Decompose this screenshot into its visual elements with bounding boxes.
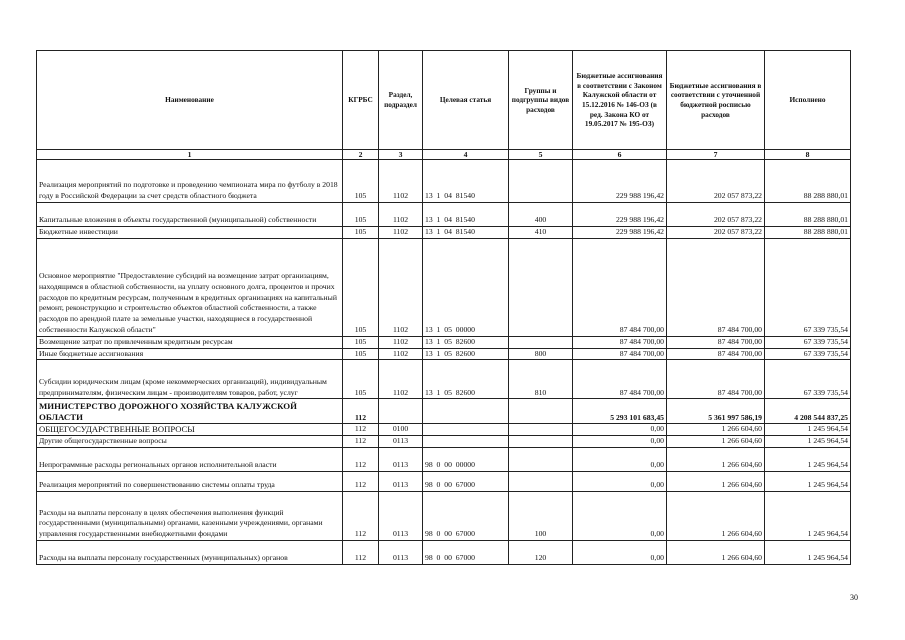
row-refined-allocation: 87 484 700,00 [667, 348, 765, 360]
row-executed: 67 339 735,54 [765, 360, 851, 399]
row-refined-allocation: 202 057 873,22 [667, 160, 765, 203]
row-executed: 88 288 880,01 [765, 227, 851, 239]
table-row [37, 447, 851, 471]
row-law-allocation: 229 988 196,42 [573, 227, 667, 239]
table-row [37, 540, 851, 564]
row-section: 1102 [379, 203, 423, 227]
row-executed: 88 288 880,01 [765, 160, 851, 203]
row-expense-group: 400 [509, 203, 573, 227]
row-refined-allocation: 1 266 604,60 [667, 424, 765, 436]
table-row [37, 471, 851, 491]
row-kgrbs: 105 [343, 336, 379, 348]
row-law-allocation: 0,00 [573, 424, 667, 436]
row-section: 1102 [379, 238, 423, 336]
row-section: 0113 [379, 447, 423, 471]
row-law-allocation: 87 484 700,00 [573, 360, 667, 399]
row-expense-group [509, 160, 573, 203]
row-name: Иные бюджетные ассигнования [37, 348, 343, 360]
header-kgrbs: КГРБС [343, 51, 379, 150]
row-expense-group [509, 424, 573, 436]
row-refined-allocation: 87 484 700,00 [667, 360, 765, 399]
row-section: 0113 [379, 491, 423, 540]
table-row [37, 436, 851, 448]
row-kgrbs: 105 [343, 238, 379, 336]
row-law-allocation: 0,00 [573, 436, 667, 448]
row-target-article: 98 0 00 67000 [423, 491, 509, 540]
row-name: Бюджетные инвестиции [37, 227, 343, 239]
row-law-allocation: 229 988 196,42 [573, 203, 667, 227]
column-number: 5 [509, 150, 573, 160]
row-section: 0113 [379, 471, 423, 491]
row-target-article: 98 0 00 67000 [423, 540, 509, 564]
row-expense-group [509, 436, 573, 448]
column-number: 8 [765, 150, 851, 160]
row-executed: 1 245 964,54 [765, 491, 851, 540]
table-row [37, 348, 851, 360]
column-number-row [37, 150, 851, 160]
row-refined-allocation: 202 057 873,22 [667, 203, 765, 227]
row-target-article [423, 399, 509, 424]
row-section [379, 399, 423, 424]
row-target-article: 13 1 04 81540 [423, 227, 509, 239]
column-number: 1 [37, 150, 343, 160]
table-row [37, 424, 851, 436]
row-expense-group [509, 336, 573, 348]
row-section: 1102 [379, 348, 423, 360]
table-row [37, 227, 851, 239]
header-row [37, 51, 851, 150]
row-law-allocation: 0,00 [573, 540, 667, 564]
row-executed: 4 208 544 837,25 [765, 399, 851, 424]
row-refined-allocation: 5 361 997 586,19 [667, 399, 765, 424]
row-name: Реализация мероприятий по подготовке и проведению чемпионата мира по футболу в 2018 году в Российской Федерации за счет средств областного бюджета [37, 160, 343, 203]
table-row [37, 160, 851, 203]
row-refined-allocation: 1 266 604,60 [667, 447, 765, 471]
row-expense-group: 120 [509, 540, 573, 564]
row-name: Возмещение затрат по привлеченным кредитным ресурсам [37, 336, 343, 348]
row-name: МИНИСТЕРСТВО ДОРОЖНОГО ХОЗЯЙСТВА КАЛУЖСКОЙ ОБЛАСТИ [37, 399, 343, 424]
row-kgrbs: 105 [343, 203, 379, 227]
row-target-article: 13 1 04 81540 [423, 160, 509, 203]
row-target-article: 13 1 05 82600 [423, 336, 509, 348]
row-kgrbs: 112 [343, 471, 379, 491]
row-expense-group: 810 [509, 360, 573, 399]
row-section: 1102 [379, 336, 423, 348]
row-expense-group: 100 [509, 491, 573, 540]
row-kgrbs: 105 [343, 348, 379, 360]
row-kgrbs: 112 [343, 540, 379, 564]
row-name: Субсидии юридическим лицам (кроме некоммерческих организаций), индивидуальным предпринимателям, физическим лицам - производителям товаров, работ, услуг [37, 360, 343, 399]
header-name: Наименование [37, 51, 343, 150]
row-name: Другие общегосударственные вопросы [37, 436, 343, 448]
row-kgrbs: 105 [343, 160, 379, 203]
row-executed: 67 339 735,54 [765, 238, 851, 336]
row-section: 0100 [379, 424, 423, 436]
table-row [37, 203, 851, 227]
row-executed: 88 288 880,01 [765, 203, 851, 227]
row-expense-group [509, 399, 573, 424]
table-row [37, 491, 851, 540]
row-section: 1102 [379, 360, 423, 399]
row-law-allocation: 229 988 196,42 [573, 160, 667, 203]
row-law-allocation: 87 484 700,00 [573, 348, 667, 360]
header-target-article: Целевая статья [423, 51, 509, 150]
row-section: 0113 [379, 540, 423, 564]
row-law-allocation: 0,00 [573, 447, 667, 471]
row-expense-group [509, 447, 573, 471]
row-executed: 1 245 964,54 [765, 540, 851, 564]
row-name: Капитальные вложения в объекты государственной (муниципальной) собственности [37, 203, 343, 227]
row-target-article: 98 0 00 00000 [423, 447, 509, 471]
row-name: ОБЩЕГОСУДАРСТВЕННЫЕ ВОПРОСЫ [37, 424, 343, 436]
row-kgrbs: 112 [343, 424, 379, 436]
row-name: Непрограммные расходы региональных органов исполнительной власти [37, 447, 343, 471]
row-section: 0113 [379, 436, 423, 448]
row-refined-allocation: 1 266 604,60 [667, 540, 765, 564]
row-refined-allocation: 202 057 873,22 [667, 227, 765, 239]
row-executed: 67 339 735,54 [765, 336, 851, 348]
row-section: 1102 [379, 227, 423, 239]
header-section: Раздел, подраздел [379, 51, 423, 150]
row-executed: 67 339 735,54 [765, 348, 851, 360]
header-law-allocation: Бюджетные ассигнования в соответствии с Законом Калужской области от 15.12.2016 № 146-ОЗ (в ред. Закона КО от 19.05.2017 № 195-ОЗ) [573, 51, 667, 150]
row-refined-allocation: 87 484 700,00 [667, 238, 765, 336]
row-kgrbs: 112 [343, 447, 379, 471]
column-number: 4 [423, 150, 509, 160]
table-row-ministry [37, 399, 851, 424]
table-row [37, 238, 851, 336]
row-law-allocation: 0,00 [573, 491, 667, 540]
row-kgrbs: 112 [343, 399, 379, 424]
row-section: 1102 [379, 160, 423, 203]
row-law-allocation: 0,00 [573, 471, 667, 491]
row-expense-group: 410 [509, 227, 573, 239]
page-number: 30 [850, 593, 858, 602]
row-law-allocation: 5 293 101 683,45 [573, 399, 667, 424]
row-kgrbs: 112 [343, 436, 379, 448]
column-number: 2 [343, 150, 379, 160]
row-kgrbs: 105 [343, 360, 379, 399]
row-executed: 1 245 964,54 [765, 471, 851, 491]
row-name: Расходы на выплаты персоналу в целях обеспечения выполнения функций государственными (муниципальными) органами, казенными учреждениями, органами управления государственными внебюджетными фондами [37, 491, 343, 540]
row-target-article: 13 1 04 81540 [423, 203, 509, 227]
row-target-article: 98 0 00 67000 [423, 471, 509, 491]
row-target-article: 13 1 05 82600 [423, 360, 509, 399]
row-executed: 1 245 964,54 [765, 436, 851, 448]
row-kgrbs: 112 [343, 491, 379, 540]
table-row [37, 336, 851, 348]
row-name: Основное мероприятие "Предоставление субсидий на возмещение затрат организациям, находящимся в областной собственности, на уплату основного долга, процентов и прочих расходов по кредитным ресурсам, полученным в кредитных организациях на капитальный ремонт, реконструкцию и строительство объектов областной собственности, а также расходов по арендной плате за земельные участки, находящиеся в государственной собственности Калужской области" [37, 238, 343, 336]
row-expense-group [509, 471, 573, 491]
row-refined-allocation: 87 484 700,00 [667, 336, 765, 348]
budget-execution-table [36, 50, 851, 565]
row-expense-group [509, 238, 573, 336]
row-name: Реализация мероприятий по совершенствованию системы оплаты труда [37, 471, 343, 491]
row-executed: 1 245 964,54 [765, 424, 851, 436]
row-expense-group: 800 [509, 348, 573, 360]
row-target-article: 13 1 05 00000 [423, 238, 509, 336]
header-executed: Исполнено [765, 51, 851, 150]
row-refined-allocation: 1 266 604,60 [667, 471, 765, 491]
header-expense-group: Группы и подгруппы видов расходов [509, 51, 573, 150]
row-target-article: 13 1 05 82600 [423, 348, 509, 360]
row-name: Расходы на выплаты персоналу государственных (муниципальных) органов [37, 540, 343, 564]
row-law-allocation: 87 484 700,00 [573, 336, 667, 348]
row-target-article [423, 436, 509, 448]
header-refined-allocation: Бюджетные ассигнования в соответствии с уточненной бюджетной росписью расходов [667, 51, 765, 150]
row-refined-allocation: 1 266 604,60 [667, 491, 765, 540]
column-number: 6 [573, 150, 667, 160]
row-refined-allocation: 1 266 604,60 [667, 436, 765, 448]
row-target-article [423, 424, 509, 436]
row-executed: 1 245 964,54 [765, 447, 851, 471]
row-kgrbs: 105 [343, 227, 379, 239]
row-law-allocation: 87 484 700,00 [573, 238, 667, 336]
column-number: 7 [667, 150, 765, 160]
table-row [37, 360, 851, 399]
column-number: 3 [379, 150, 423, 160]
